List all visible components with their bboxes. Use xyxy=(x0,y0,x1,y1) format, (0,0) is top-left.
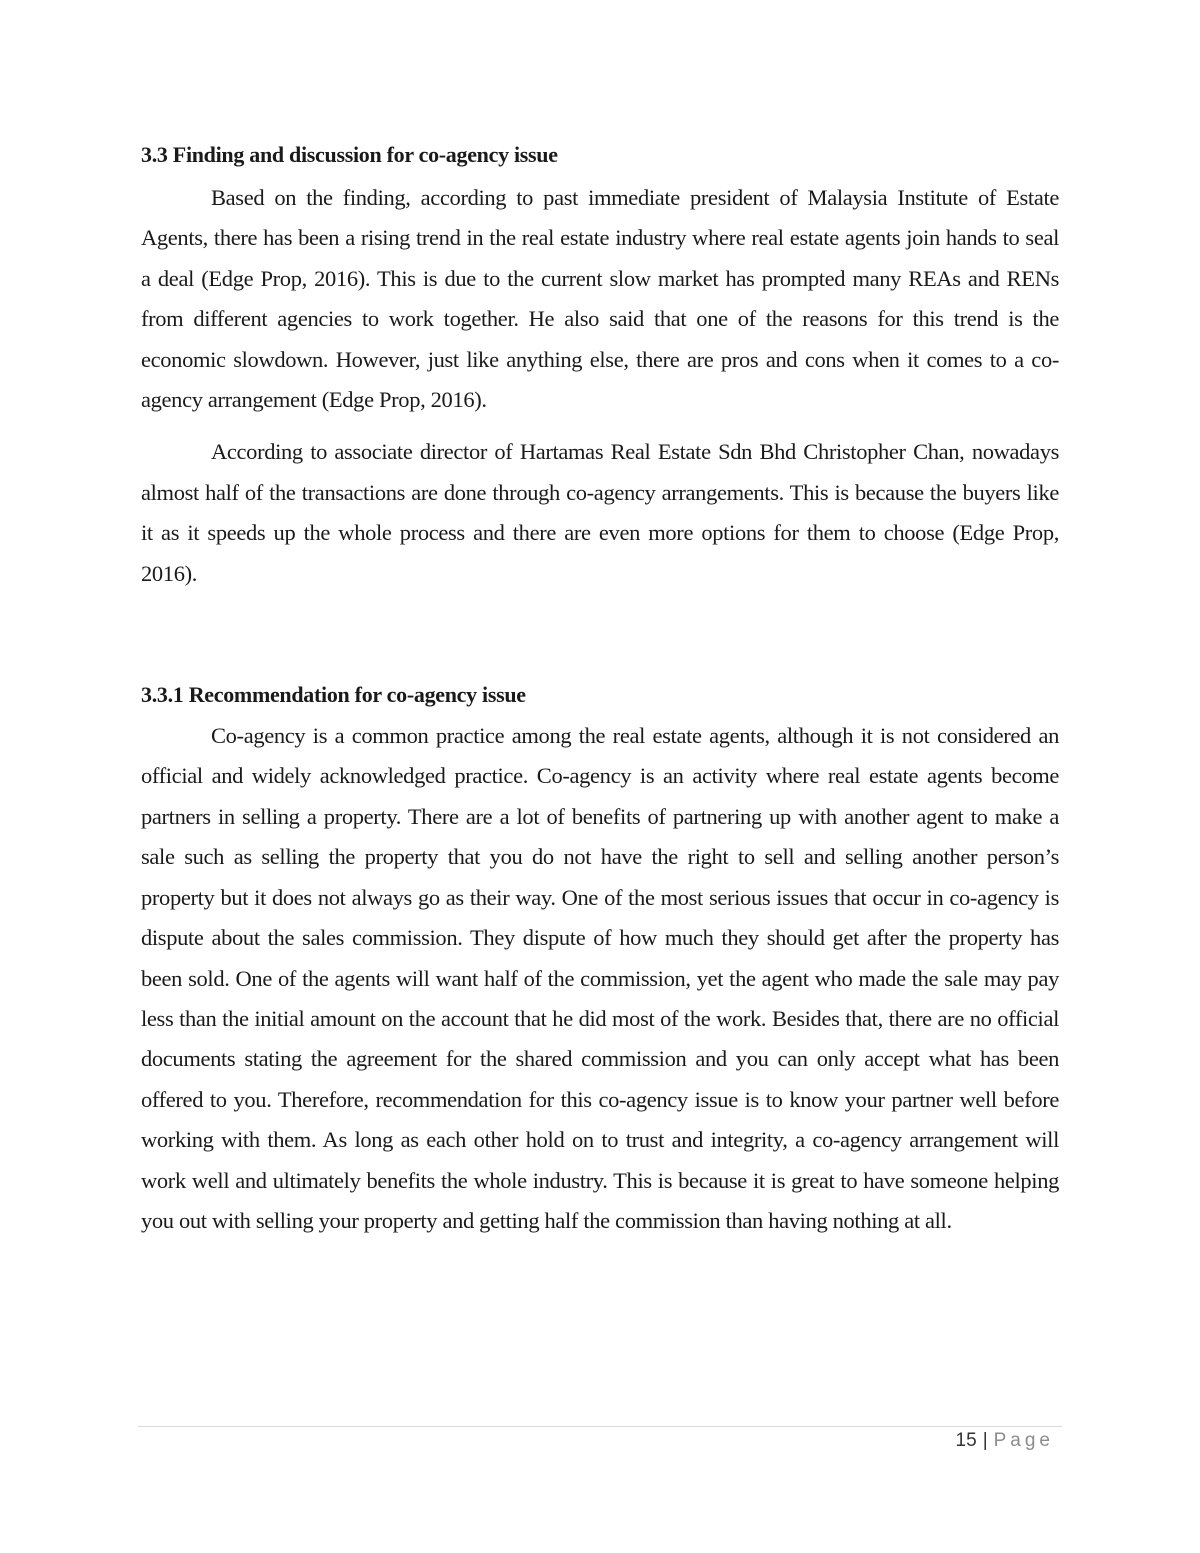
section-heading-3-3-1: 3.3.1 Recommendation for co-agency issue xyxy=(141,682,526,708)
document-page xyxy=(141,138,1059,1241)
page-number: 15 xyxy=(955,1430,977,1451)
section-heading-3-3: 3.3 Finding and discussion for co-agency issue xyxy=(141,142,558,167)
footer-separator: | xyxy=(982,1430,988,1451)
page-footer xyxy=(956,1430,1054,1452)
page-label: Page xyxy=(993,1430,1054,1451)
paragraph-recommendation: Co-agency is a common practice among the real estate agents, although it is not considered an official and widely acknowledged practice. Co-agency is an activity where real estate agents become partners in selling a property. There are a lot of benefits of partnering up with another agent to make a sale such as selling the property that you do not have the right to sell and selling another person’s property but it does not always go as their way. One of the most serious issues that occur in co-agency is dispute about the sales commission. They dispute of how much they should get after the property has been sold. One of the agents will want half of the commission, yet the agent who made the sale may pay less than the initial amount on the account that he did most of the work. Besides that, there are no official documents stating the agreement for the shared commission and you can only accept what has been offered to you. Therefore, recommendation for this co-agency issue is to know your partner well before working with them. As long as each other hold on to trust and integrity, a co-agency arrangement will work well and ultimately benefits the whole industry. This is because it is great to have someone helping you out with selling your property and getting half the commission than having nothing at all. xyxy=(141,723,1059,1233)
paragraph-finding-1: Based on the finding, according to past immediate president of Malaysia Institute of Estate Agents, there has been a rising trend in the real estate industry where real estate agents join hands to seal a deal (Edge Prop, 2016). This is due to the current slow market has prompted many REAs and RENs from different agencies to work together. He also said that one of the reasons for this trend is the economic slowdown. However, just like anything else, there are pros and cons when it comes to a co-agency arrangement (Edge Prop, 2016). xyxy=(141,185,1059,413)
footer-divider xyxy=(138,1426,1062,1427)
paragraph-finding-2: According to associate director of Hartamas Real Estate Sdn Bhd Christopher Chan, nowadays almost half of the transactions are done through co-agency arrangements. This is because the buyers like it as it speeds up the whole process and there are even more options for them to choose (Edge Prop, 2016). xyxy=(141,439,1059,586)
